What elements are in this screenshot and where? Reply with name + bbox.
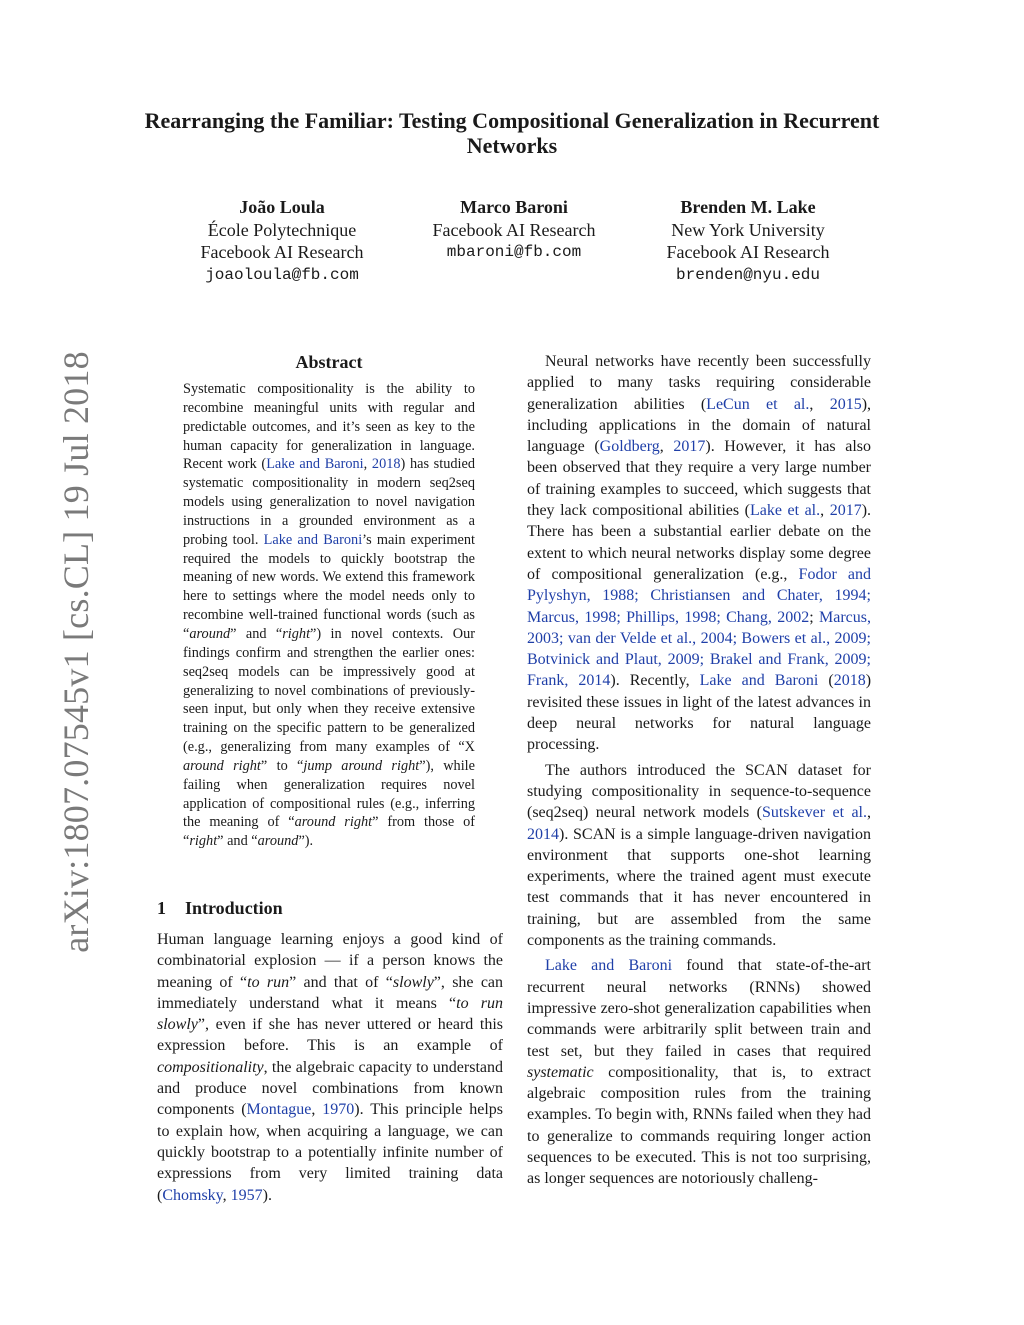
abstract-heading: Abstract — [295, 352, 363, 372]
citation-link[interactable]: 2015 — [829, 395, 862, 413]
author-email: mbaroni@fb.com — [446, 243, 582, 261]
citation-link[interactable]: Lake and Baroni — [699, 672, 819, 690]
intro-paragraph: Human language learning enjoys a good kind of combinatorial explosion — if a person knows the meaning of “to run” and that of “slowly”, she can immediately understand what it means “to run slowly”, even if she has never uttered or heard this expression before. This is an example of compositionality, the algebraic capacity to understand and produce novel combinations from known components (Montague, 1970). This principle helps to explain how, when acquiring a language, we can quickly bootstrap to a potentially infinite number of expressions from very limited training data (Chomsky, 1957). — [157, 931, 504, 1204]
citation-link[interactable]: Montague — [246, 1101, 312, 1119]
author-affiliation: Facebook AI Research — [666, 242, 830, 262]
section-number: 1 — [157, 898, 166, 918]
citation-link[interactable]: 1970 — [322, 1101, 355, 1119]
author-email: joaoloula@fb.com — [205, 265, 359, 284]
author-name: João Loula — [239, 197, 325, 217]
author-affiliation: New York University — [671, 219, 825, 240]
body-paragraph: Lake and Baroni found that state-of-the-art recurrent neural networks (RNNs) showed impressive zero-shot generalization capabilities when commands were arbitrarily split between train and test set, but they failed in cases that required systematic compositionality, that is, to extract algebraic composition rules from the training examples. To begin with, RNNs failed when they had to generalize to commands requiring longer action sequences to be executed. This is not too surprising, as longer sequences are notoriously challeng- — [527, 957, 872, 1188]
citation-link[interactable]: 2018 — [833, 672, 866, 690]
citation-link[interactable]: Sutskever et al. — [761, 804, 867, 822]
author-block — [628, 196, 868, 286]
citation-link[interactable]: Lake and Baroni — [263, 531, 363, 548]
section-title: Introduction — [185, 898, 283, 918]
citation-link[interactable]: Chomsky — [162, 1186, 223, 1204]
citation-link[interactable]: Goldberg — [599, 438, 660, 456]
paper-title: Rearranging the Familiar: Testing Compositional Generalization in Recurrent Networks — [144, 108, 880, 158]
citation-link[interactable]: 2017 — [829, 502, 862, 520]
citation-link[interactable]: 2018 — [371, 456, 401, 473]
author-name: Brenden M. Lake — [680, 197, 816, 217]
body-paragraph: Neural networks have recently been successfully applied to many tasks requiring considerable generalization abilities (LeCun et al., 2015), including applications in the domain of natural language (Goldberg, 2017). However, it has also been observed that they require a very large number of training examples to succeed, which suggests that they lack compositional abilities (Lake et al., 2017). There has been a substantial earlier debate on the extent to which neural networks display some degree of compositional generalization (e.g., Fodor and Pylyshyn, 1988; Christiansen and Chater, 1994; Marcus, 1998; Phillips, 1998; Chang, 2002; Marcus, 2003; van der Velde et al., 2004; Bowers et al., 2009; Botvinick and Plaut, 2009; Brakel and Frank, 2009; Frank, 2014). Recently, Lake and Baroni (2018) revisited these issues in light of the latest advances in deep neural networks for natural language processing. — [527, 353, 872, 754]
section-heading — [157, 897, 503, 919]
right-column — [527, 351, 871, 1194]
body-paragraph: The authors introduced the SCAN dataset for studying compositionality in sequence-to-sequence (seq2seq) neural network models (Sutskever et al., 2014). SCAN is a simple language-driven navigation environment that supports one-shot learning experiments, where the trained agent must execute test commands that it has never encountered in training, but are assembled from the same components as the training commands. — [527, 761, 871, 950]
author-affiliation: Facebook AI Research — [432, 219, 596, 240]
author-affiliation: École Polytechnique — [207, 219, 357, 240]
author-name: Marco Baroni — [460, 197, 568, 217]
author-block — [162, 196, 402, 286]
citation-link[interactable]: Marcus, 2003; van der Velde et al., 2004; Bowers et al., 2009; Botvinick and Plaut, 2009; Brakel and Frank, 2009; Frank, 2014 — [527, 608, 871, 690]
author-affiliation: Facebook AI Research — [200, 242, 364, 262]
citation-link[interactable]: LeCun et al. — [706, 395, 810, 413]
citation-link[interactable]: 2014 — [527, 825, 559, 843]
abstract-text: Systematic compositionality is the ability to recombine meaningful units with regular and predictable outcomes, and it’s seen as key to the human capacity for generalization in language. Recent work (Lake and Baroni, 2018) has studied systematic compositionality in modern seq2seq models using generalization to novel navigation instructions in a grounded environment as a probing tool. Lake and Baroni’s main experiment required the models to quickly bootstrap the meaning of new words. We extend this framework here to settings where the model needs only to recombine well-trained functional words (such as “around” and “right”) in novel contexts. Our findings confirm and strengthen the earlier ones: seq2seq models can be impressively good at generalizing to novel combinations of previously-seen input, but only when they receive extensive training on the specific pattern to be generalized (e.g., generalizing from many examples of “X around right” to “jump around right”), while failing when generalization requires novel application of compositional rules (e.g., inferring the meaning of “around right” from those of “right” and “around”). — [183, 381, 476, 850]
arxiv-identifier: arXiv:1807.07545v1 [cs.CL] 19 Jul 2018 — [56, 351, 96, 953]
author-block — [394, 196, 634, 264]
citation-link[interactable]: Fodor and Pylyshyn, 1988; Christiansen and Chater, 1994; Marcus, 1998; Phillips, 1998; Chang, 2002 — [527, 565, 872, 626]
author-email: brenden@nyu.edu — [675, 265, 821, 284]
citation-link[interactable]: Lake and Baroni — [545, 957, 673, 975]
citation-link[interactable]: 2017 — [673, 438, 706, 456]
citation-link[interactable]: Lake et al. — [749, 502, 821, 520]
citation-link[interactable]: 1957 — [230, 1186, 263, 1204]
citation-link[interactable]: Lake and Baroni — [266, 456, 364, 473]
